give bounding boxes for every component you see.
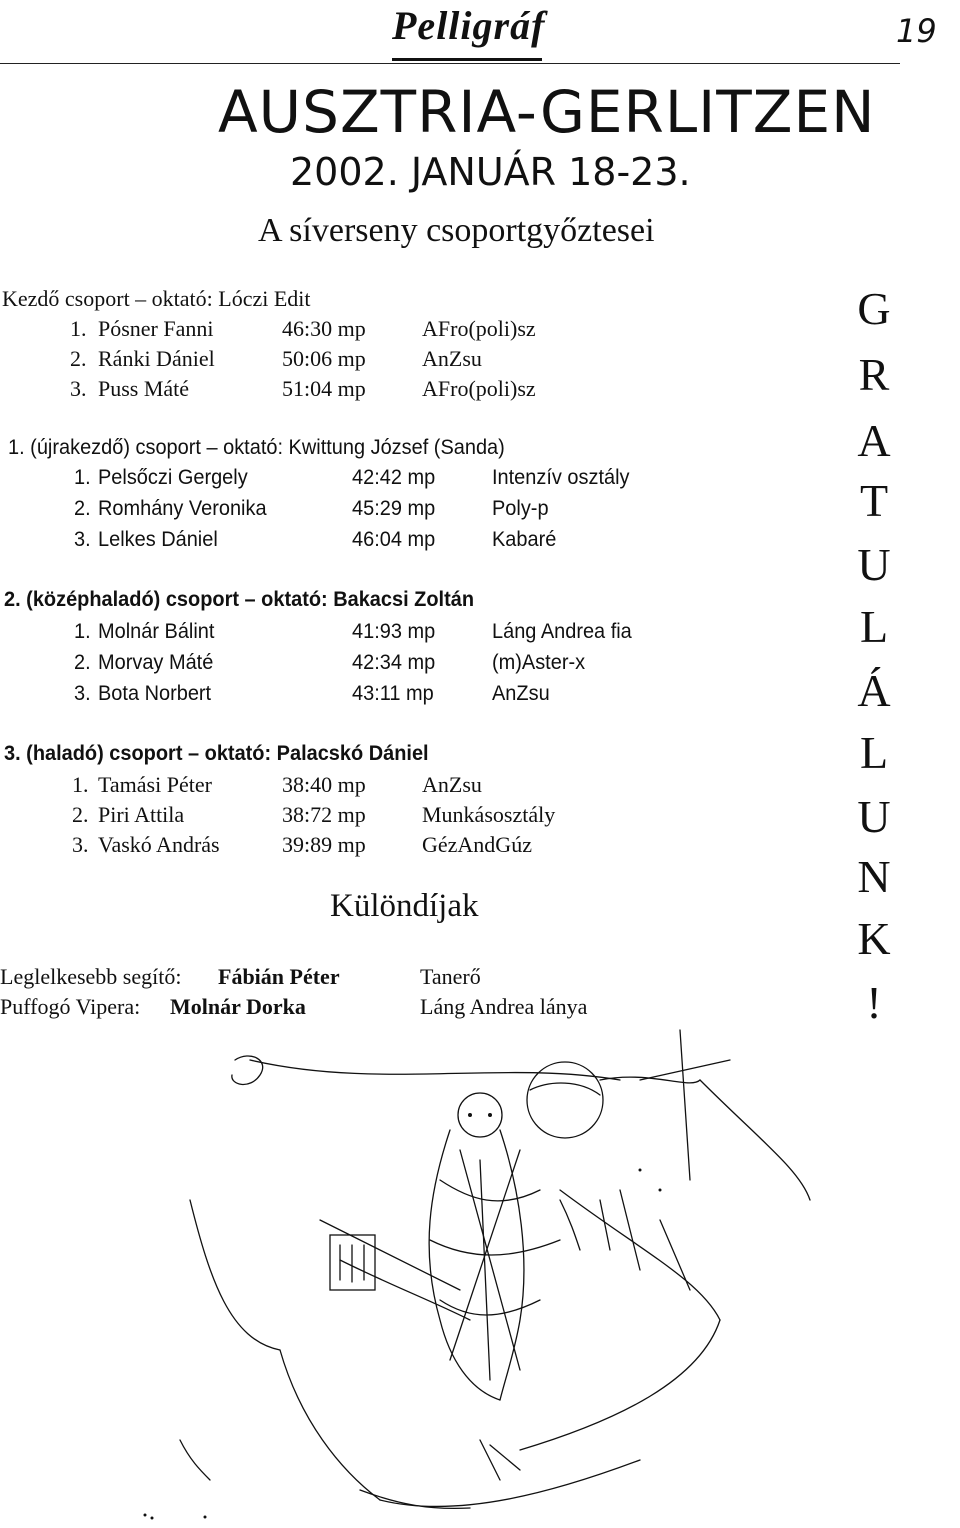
result-team: Munkásosztály <box>422 802 556 827</box>
header-rule <box>0 63 900 64</box>
result-team: Kabaré <box>492 528 557 551</box>
result-time: 46:04 mp <box>352 528 436 551</box>
result-rank: 3. <box>74 528 91 551</box>
side-letter: K <box>857 913 891 964</box>
result-time: 46:30 mp <box>282 316 366 341</box>
award-winner: Molnár Dorka <box>170 994 306 1019</box>
side-letter: U <box>857 539 891 590</box>
side-letter: ! <box>866 977 882 1028</box>
result-rank: 3. <box>70 376 87 401</box>
result-rank: 2. <box>74 651 91 674</box>
side-letter: N <box>857 851 891 902</box>
result-time: 43:11 mp <box>352 682 434 705</box>
result-time: 45:29 mp <box>352 497 436 520</box>
result-name: Tamási Péter <box>98 772 212 797</box>
side-letter: G <box>857 283 891 334</box>
result-time: 41:93 mp <box>352 620 436 643</box>
award-note: Láng Andrea lánya <box>420 994 588 1019</box>
result-team: AFro(poli)sz <box>422 376 536 401</box>
award-label: Leglelkesebb segítő: <box>0 964 182 989</box>
result-name: Vaskó András <box>98 832 220 857</box>
result-team: Intenzív osztály <box>492 466 630 489</box>
result-rank: 3. <box>72 832 89 857</box>
result-name: Pósner Fanni <box>98 316 214 341</box>
result-time: 38:40 mp <box>282 772 366 797</box>
award-winner: Fábián Péter <box>218 964 340 989</box>
special-awards-title: Különdíjak <box>330 888 479 924</box>
result-team: GézAndGúz <box>422 832 532 857</box>
section-subtitle: A síverseny csoportgyőztesei <box>258 212 655 249</box>
result-time: 50:06 mp <box>282 346 366 371</box>
masthead-logo: Pelligráf <box>392 3 546 48</box>
logo-underline <box>392 58 542 61</box>
result-time: 39:89 mp <box>282 832 366 857</box>
group-heading: 3. (haladó) csoport – oktató: Palacskó Dániel <box>4 742 429 765</box>
page-title: AUSZTRIA-GERLITZEN <box>218 78 876 146</box>
result-rank: 2. <box>74 497 91 520</box>
result-name: Lelkes Dániel <box>98 528 218 551</box>
result-time: 42:42 mp <box>352 466 436 489</box>
group-heading: Kezdő csoport – oktató: Lóczi Edit <box>2 286 311 311</box>
result-name: Romhány Veronika <box>98 497 267 520</box>
result-name: Molnár Bálint <box>98 620 215 643</box>
result-team: AnZsu <box>422 346 482 371</box>
award-label: Puffogó Vipera: <box>0 994 141 1019</box>
page-number: 19 <box>896 12 937 50</box>
side-letter: T <box>859 475 889 526</box>
result-rank: 1. <box>72 772 89 797</box>
result-name: Ránki Dániel <box>98 346 215 371</box>
result-name: Pelsőczi Gergely <box>98 466 248 489</box>
side-letter: L <box>859 727 889 778</box>
result-team: Láng Andrea fia <box>492 620 632 643</box>
side-letter: R <box>858 349 890 400</box>
side-letter: U <box>857 791 891 842</box>
result-time: 51:04 mp <box>282 376 366 401</box>
result-name: Morvay Máté <box>98 651 214 674</box>
side-letter: Á <box>857 665 891 716</box>
result-rank: 1. <box>70 316 87 341</box>
result-team: AnZsu <box>422 772 482 797</box>
result-team: AnZsu <box>492 682 550 705</box>
result-team: Poly-p <box>492 497 549 520</box>
side-letter: A <box>857 415 891 466</box>
result-team: AFro(poli)sz <box>422 316 536 341</box>
side-letter: L <box>859 601 889 652</box>
skier-sketch-illustration <box>0 1020 960 1528</box>
result-name: Puss Máté <box>98 376 190 401</box>
result-rank: 1. <box>74 620 91 643</box>
result-time: 38:72 mp <box>282 802 366 827</box>
result-name: Piri Attila <box>98 802 185 827</box>
result-name: Bota Norbert <box>98 682 212 705</box>
result-time: 42:34 mp <box>352 651 436 674</box>
result-rank: 3. <box>74 682 91 705</box>
result-rank: 2. <box>70 346 87 371</box>
result-rank: 1. <box>74 466 91 489</box>
group-heading: 1. (újrakezdő) csoport – oktató: Kwittung József (Sanda) <box>8 436 505 459</box>
result-rank: 2. <box>72 802 89 827</box>
event-date: 2002. JANUÁR 18-23. <box>290 150 691 194</box>
award-note: Tanerő <box>420 964 481 989</box>
result-team: (m)Aster-x <box>492 651 586 674</box>
group-heading: 2. (középhaladó) csoport – oktató: Bakacsi Zoltán <box>4 588 475 611</box>
